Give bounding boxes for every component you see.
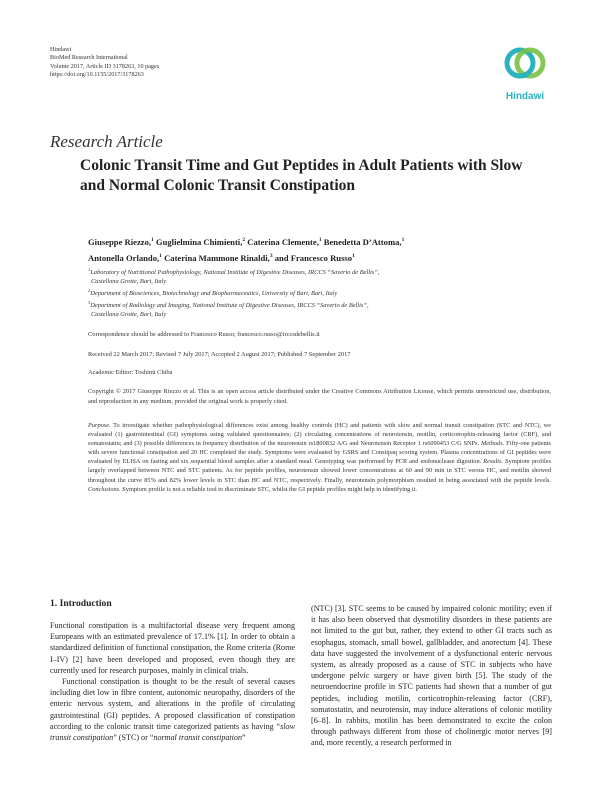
author: Benedetta D’Attoma,$^1$: [323, 236, 405, 247]
affiliation: $^1$Laboratory of Nutritional Pathophysiology, National Institute of Digestive Diseases, IRCCS “Saverio de Bellis”,: [88, 267, 380, 277]
publisher-name: Hindawi: [50, 46, 72, 53]
body-column-right: [311, 603, 552, 749]
author-list: [88, 233, 548, 265]
affiliations: [88, 266, 548, 319]
author: Caterina Mammone Rinaldi,$^3$: [164, 252, 273, 263]
logo-text: Hindawi: [505, 91, 545, 102]
journal-meta: [50, 46, 159, 80]
journal-name: BioMed Research International: [50, 54, 128, 62]
article-title: Colonic Transit Time and Gut Peptides in Adult Patients with Slow and Normal Colonic Transit Constipation: [80, 157, 523, 194]
affiliation: $^3$Department of Radiology and Imaging, National Institute of Digestive Diseases, IRCCS “Saverio de Bellis”,: [88, 299, 369, 309]
publication-dates: Received 22 March 2017; Revised 7 July 2017; Accepted 2 August 2017; Published 7 September 2017: [88, 351, 351, 358]
hindawi-logo-icon: [498, 36, 552, 90]
abstract-label: Purpose.: [88, 422, 111, 429]
abstract-label: Methods.: [480, 440, 505, 448]
author: Giuseppe Riezzo,$^1$: [88, 236, 154, 247]
abstract-label: Results.: [483, 458, 504, 466]
author: and Francesco Russo$^1$: [274, 252, 355, 263]
affiliation-cont: Castellana Grotte, Bari, Italy: [91, 277, 167, 285]
author: Antonella Orlando,$^1$: [88, 252, 162, 263]
hindawi-logo: [498, 36, 552, 106]
volume-info: Volume 2017, Article ID 3178263, 10 pages: [50, 62, 160, 70]
doi-link[interactable]: https://doi.org/10.1155/2017/3178263: [50, 71, 144, 79]
abstract: Purpose. To investigate whether pathophysiological differences exist among healthy controls (HC) and patients with slow and normal transit constipation (STC and NTC), we evaluated (1) gastrointestinal (GI) symptoms using validated questionnaires; (2) circulating concentrations of neurotensin, motilin, corticotrophin-releasing factor (CRF), and somatostatin; and (3) possible differences in frequency distribution of the neurotensin rs1800832 A/G and Neurotensin Receptor 1 rs6090453 C/G SNPs. Methods. Fifty-one patients with severe functional constipation and 20 HC completed the study. Symptoms were evaluated by GSRS and Constipaq scoring system. Plasma concentrations of GI peptides were evaluated by ELISA on fasting and six sequential blood samples after a standard meal. Genotyping was performed by PCR and endonuclease digestion. Results. Symptom profiles largely overlapped between NTC and STC patients. As for peptide profiles, neurotensin showed lower concentrations at 60 and 90 min in STC versus HC, and motilin showed throughout the curve 85% and 82% lower levels in STC than HC and NTC, respectively. Finally, neurotensin polymorphism resulted in being associated with the peptide levels. Conclusions. Symptom profile is not a reliable tool to discriminate STC, whilst the GI peptide profiles might help in identifying it.: [88, 422, 552, 493]
affiliation: $^2$Department of Biosciences, Biotechnology and Biopharmaceutics, University of Bari, Bari, Italy: [88, 287, 338, 297]
body-column-left: [50, 620, 295, 743]
paragraph: Functional constipation is a multifactorial disease very frequent among Europeans with an estimated prevalence of 17.1% [1]. In order to obtain a standardized definition of functional constipation, the Rome criteria (Rome I–IV) [2] have been developed and proposed, even though they are currently used for research purposes, mainly in clinical trials.: [50, 621, 295, 675]
paragraph: (NTC) [3]. STC seems to be caused by impaired colonic motility; even if it has also been observed that dysmotility disorders in these patients are not limited to the gut but, rather, they extend to other GI tracts such as esophagus, stomach, small bowel, gallbladder, and anorectum [4]. These data have suggested the involvement of a dysfunctional enteric nervous system, as already proposed as a cause of STC in subjects who have undergone pelvic surgery or have given birth [5]. The study of the neuroendocrine profile in STC patients had shown that a number of gut peptides, including motilin, corticotrophin-releasing factor (CRF), somatostatin, and neurotensin, may induce alterations of colonic motility [6–8]. In rabbits, motilin has been demonstrated to excite the colon through pathways different from those of cholinergic motor nerves [9] and, more recently, a research performed in: [311, 604, 552, 748]
academic-editor: Academic Editor: Toshimi Chiba: [88, 369, 173, 376]
paragraph: Functional constipation is thought to be the result of several causes including diet low in fibre content, autonomic neuropathy, disorders of the enteric nervous system, and alterations in the profile of circulating gastrointestinal (GI) peptides. A proposed classification of constipation according to the colonic transit time categorized patients as having “slow transit constipation” (STC) or “normal transit constipation”: [50, 677, 295, 743]
author: Guglielmina Chimienti,$^2$: [155, 236, 246, 247]
abstract-label: Conclusions.: [88, 485, 121, 493]
correspondence: Correspondence should be addressed to Francesco Russo; francesco.russo@irccsdebellis.it: [88, 331, 320, 338]
affiliation-cont: Castellana Grotte, Bari, Italy: [91, 310, 167, 318]
author: Caterina Clemente,$^1$: [247, 236, 322, 247]
article-type: Research Article: [50, 132, 163, 151]
copyright-notice: Copyright © 2017 Giuseppe Riezzo et al. This is an open access article distributed under the Creative Commons Attribution License, which permits unrestricted use, distribution, and reproduction in any medium, provided the original work is properly cited.: [88, 388, 551, 405]
section-heading: 1. Introduction: [50, 598, 112, 609]
